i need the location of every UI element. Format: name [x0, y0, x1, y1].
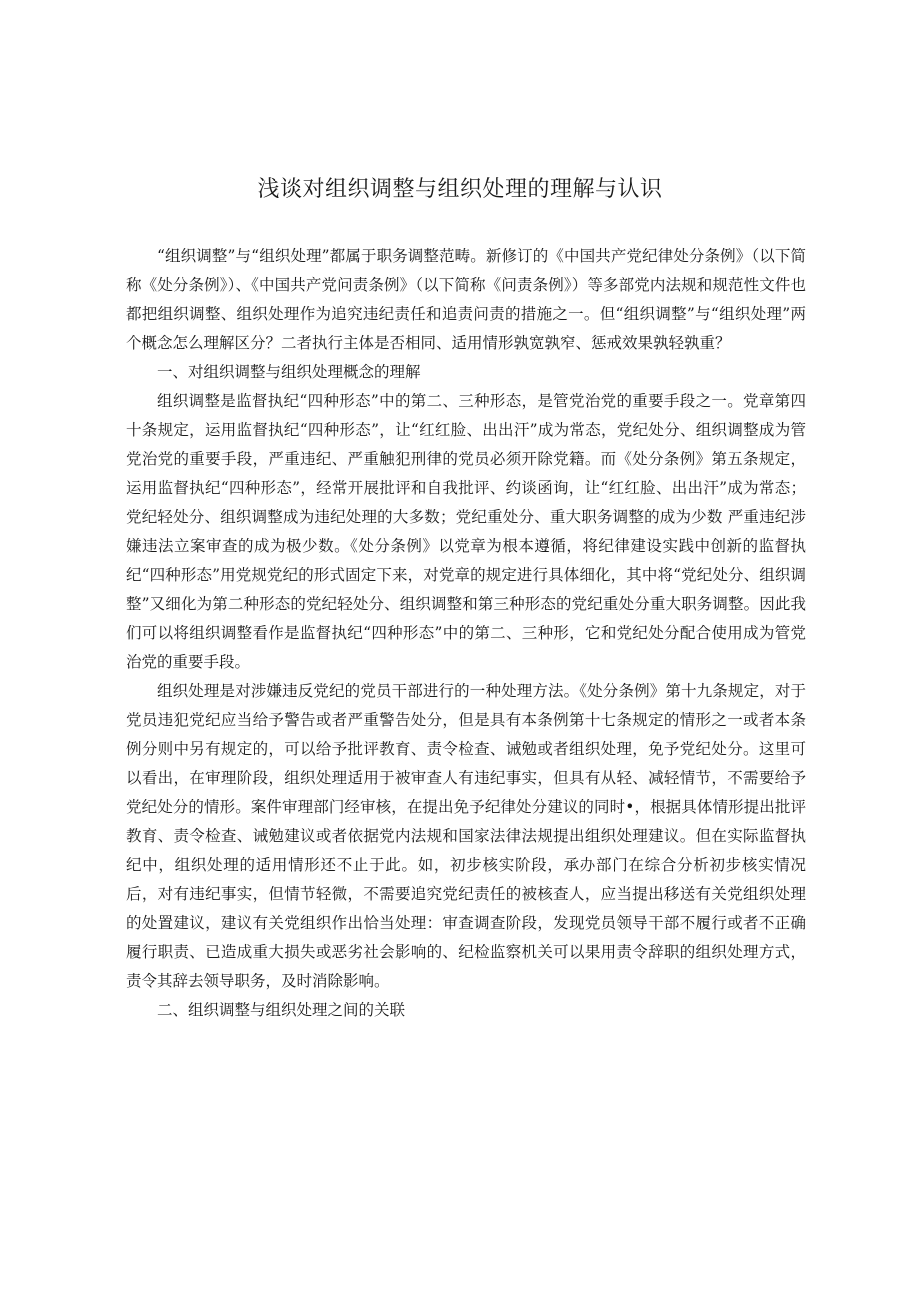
- section-2-heading: 二、组织调整与组织处理之间的关联: [157, 1001, 406, 1019]
- section-1-heading: 一、对组织调整与组织处理概念的理解: [157, 363, 421, 381]
- section-1-paragraph-2: 组织处理是对涉嫌违反党纪的党员干部进行的一种处理方法。《处分条例》第十九条规定，对于党员违犯党纪应当给予警告或者严重警告处分，但是具有本条例第十七条规定的情形之一或者本条例分则中另有规定的，可以给予批评教育、责令检查、诫勉或者组织处理，免予党纪处分。这里可以看出，在审理阶段，组织处理适用于被审查人有违纪事实，但具有从轻、减轻情节，不需要给予党纪处分的情形。案件审理部门经审核，在提出免予纪律处分建议的同时•，根据具体情形提出批评教育、责令检查、诫勉建议或者依据党内法规和国家法律法规提出组织处理建议。但在实际监督执纪中，组织处理的适用情形还不止于此。如，初步核实阶段，承办部门在综合分析初步核实情况后，对有违纪事实，但情节轻微，不需要追究党纪责任的被核查人，应当提出移送有关党组织处理的处置建议，建议有关党组织作出恰当处理：审查调查阶段，发现党员领导干部不履行或者不正确履行职责、已造成重大损失或恶劣社会影响的、纪检监察机关可以果用责令辞职的组织处理方式，责令其辞去领导职务，及时消除影响。: [126, 682, 806, 990]
- intro-paragraph: “组织调整”与“组织处理”都属于职务调整范畴。新修订的《中国共产党纪律处分条例》（以下简称《处分条例》）、《中国共产党问责条例》（以下简称《问责条例》）等多部党内法规和规范性文件也都把组织调整、组织处理作为追究违纪责任和追责问责的措施之一。但“组织调整”与“组织处理”两个概念怎么理解区分？二者执行主体是否相同、适用情形孰宽孰窄、惩戒效果孰轻孰重？: [126, 247, 806, 352]
- section-1-paragraph-1: 组织调整是监督执纪“四种形态”中的第二、三种形态，是管党治党的重要手段之一。党章第四十条规定，运用监督执纪“四种形态”，让“红红脸、出出汗”成为常态，党纪处分、组织调整成为管党治党的重要手段，严重违纪、严重触犯刑律的党员必须开除党籍。而《处分条例》第五条规定，运用监督执纪“四种形态”，经常开展批评和自我批评、约谈函询，让“红红脸、出出汗”成为常态；党纪轻处分、组织调整成为违纪处理的大多数；党纪重处分、重大职务调整的成为少数 严重违纪涉嫌违法立案审查的成为极少数。《处分条例》以党章为根本遵循，将纪律建设实践中创新的监督执纪“四种形态”用党规党纪的形式固定下来，对党章的规定进行具体细化，其中将“党纪处分、组织调整”又细化为第二种形态的党纪轻处分、组织调整和第三种形态的党纪重处分重大职务调整。因此我们可以将组织调整看作是监督执纪“四种形态”中的第二、三种形，它和党纪处分配合使用成为管党治党的重要手段。: [126, 392, 806, 671]
- document-body: [126, 242, 806, 1025]
- document-title: 浅谈对组织调整与组织处理的理解与认识: [257, 177, 663, 202]
